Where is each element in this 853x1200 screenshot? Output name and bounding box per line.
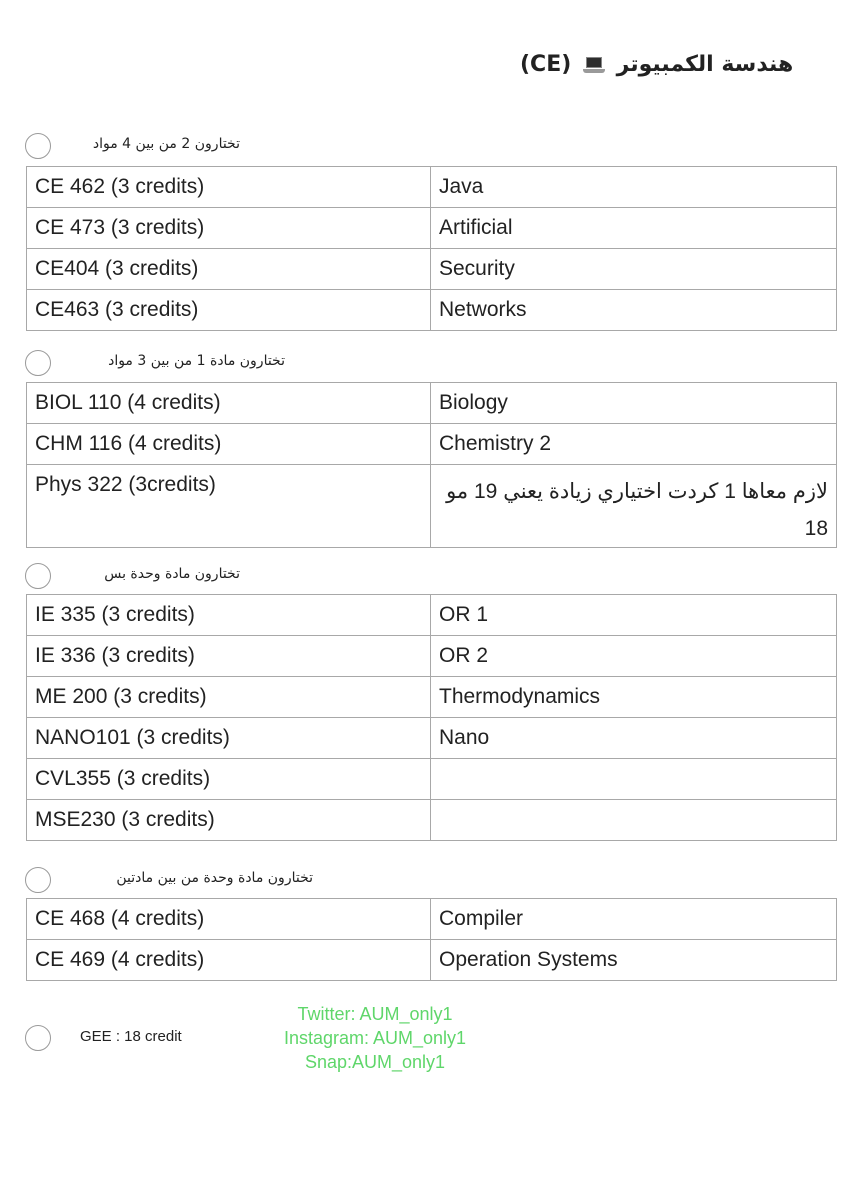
course-name-cell: Thermodynamics [431, 677, 837, 718]
table-row [27, 940, 837, 981]
course-name-cell: Java [431, 167, 837, 208]
course-name-cell [431, 759, 837, 800]
section-1-label: تختارون 2 من بين 4 مواد [92, 136, 240, 152]
course-name-cell: Compiler [431, 899, 837, 940]
course-cell: MSE230 (3 credits) [27, 800, 431, 841]
title-arabic: هندسة الكمبيوتر [616, 52, 794, 77]
social-twitter: Twitter: AUM_only1 [297, 1004, 453, 1024]
table-row [27, 595, 837, 636]
course-cell: CE 468 (4 credits) [27, 899, 431, 940]
course-name-cell [431, 800, 837, 841]
course-cell: Phys 322 (3credits) [27, 465, 431, 548]
course-cell: CE463 (3 credits) [27, 290, 431, 331]
course-name-cell: Nano [431, 718, 837, 759]
course-name-cell: Security [431, 249, 837, 290]
table-row [27, 249, 837, 290]
course-cell: CE 473 (3 credits) [27, 208, 431, 249]
course-note-cell: لازم معاها 1 كردت اختياري زيادة يعني 19 مو 18 [431, 465, 837, 548]
course-name-cell: Biology [431, 383, 837, 424]
section-4-table [26, 898, 837, 981]
section-2-table [26, 382, 837, 548]
course-cell: IE 336 (3 credits) [27, 636, 431, 677]
gee-radio[interactable] [25, 1025, 51, 1051]
section-2-label: تختارون مادة 1 من بين 3 مواد [108, 353, 285, 369]
course-cell: CHM 116 (4 credits) [27, 424, 431, 465]
section-1-radio[interactable] [25, 133, 51, 159]
page-title [520, 52, 795, 77]
course-cell: CE404 (3 credits) [27, 249, 431, 290]
course-cell: IE 335 (3 credits) [27, 595, 431, 636]
table-row [27, 800, 837, 841]
table-row [27, 677, 837, 718]
section-3-table [26, 594, 837, 841]
course-name-cell: OR 2 [431, 636, 837, 677]
table-row [27, 383, 837, 424]
section-4-radio[interactable] [25, 867, 51, 893]
course-cell: CE 469 (4 credits) [27, 940, 431, 981]
table-row [27, 208, 837, 249]
course-cell: NANO101 (3 credits) [27, 718, 431, 759]
section-4-label: تختارون مادة وحدة من بين مادتين [116, 870, 313, 886]
section-2-radio[interactable] [25, 350, 51, 376]
laptop-icon [583, 57, 605, 73]
course-cell: ME 200 (3 credits) [27, 677, 431, 718]
course-name-cell: Artificial [431, 208, 837, 249]
table-row [27, 899, 837, 940]
course-cell: BIOL 110 (4 credits) [27, 383, 431, 424]
table-row [27, 759, 837, 800]
course-name-cell: OR 1 [431, 595, 837, 636]
table-row [27, 290, 837, 331]
course-name-cell: Networks [431, 290, 837, 331]
course-name-cell: Operation Systems [431, 940, 837, 981]
table-row [27, 424, 837, 465]
table-row [27, 718, 837, 759]
course-cell: CE 462 (3 credits) [27, 167, 431, 208]
section-3-label: تختارون مادة وحدة بس [104, 566, 240, 582]
table-row [27, 636, 837, 677]
section-1-table [26, 166, 837, 331]
table-row [27, 167, 837, 208]
social-snap: Snap:AUM_only1 [304, 1052, 446, 1072]
section-3-radio[interactable] [25, 563, 51, 589]
course-cell: CVL355 (3 credits) [27, 759, 431, 800]
title-abbr: (CE) [520, 52, 572, 77]
social-instagram: Instagram: AUM_only1 [283, 1028, 467, 1048]
gee-label: GEE : 18 credit [80, 1028, 182, 1045]
course-name-cell: Chemistry 2 [431, 424, 837, 465]
table-row [27, 465, 837, 548]
